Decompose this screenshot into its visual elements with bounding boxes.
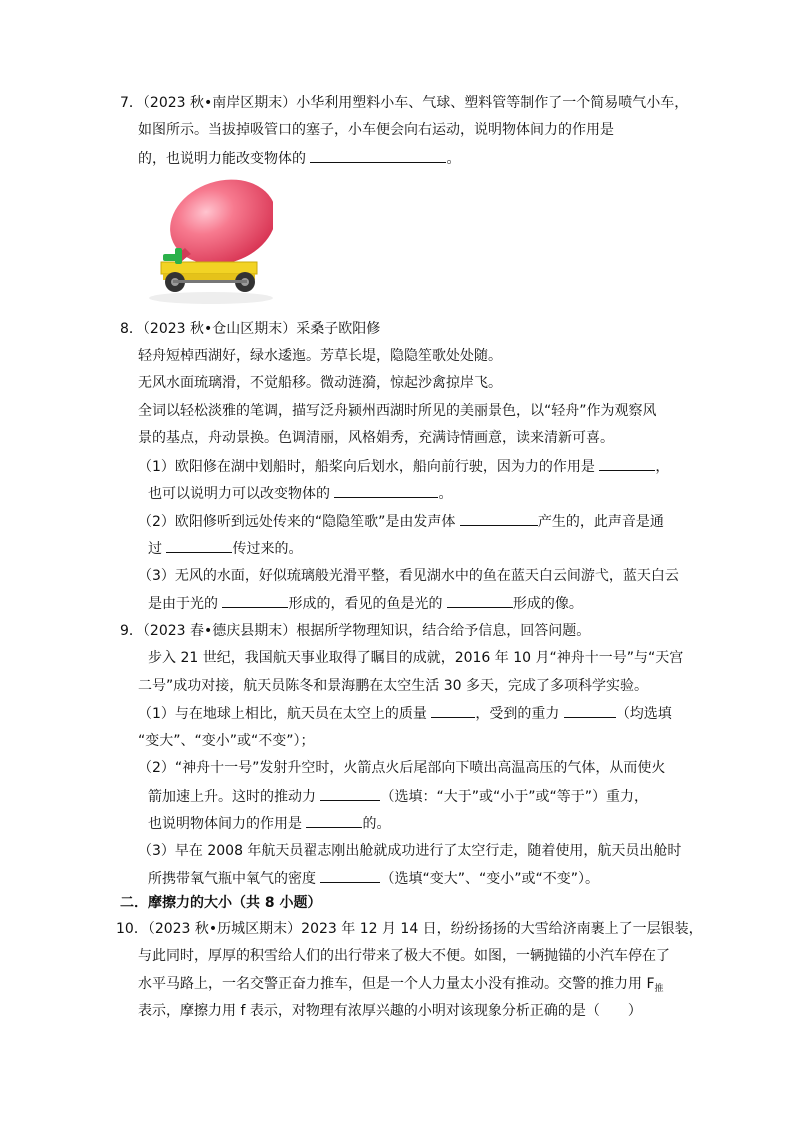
q9-sub3-line2: 所携带氧气瓶中氧气的密度 （选填“变大”、“变小”或“不变”）。 [148,868,599,889]
shadow [149,292,273,304]
q8-sub1-line1: （1）欧阳修在湖中划船时，船桨向后划水，船向前行驶，因为力的作用是 ， [138,456,669,477]
q7-line1: 7．（2023 秋•南岸区期末）小华利用塑料小车、气球、塑料管等制作了一个简易喷气小车， [120,95,689,111]
q8-sub2-line1: （2）欧阳修听到远处传来的“隐隐笙歌”是由发声体 产生的，此声音是通 [138,511,664,532]
q7-line2: 如图所示。当拔掉吸管口的塞子，小车便会向右运动，说明物体间力的作用是 [138,122,614,138]
q9-title: 9．（2023 春•德庆县期末）根据所学物理知识，结合给予信息，回答问题。 [120,623,591,639]
q9-sub3-line1: （3）早在 2008 年航天员翟志刚出舱就成功进行了太空行走，随着使用，航天员出舱时 [138,843,682,859]
q8-poem2: 无风水面琉璃滑，不觉船移。微动涟漪，惊起沙禽掠岸飞。 [138,375,502,391]
q8-blank-6[interactable] [447,593,513,608]
q9-sub2-line3: 也说明物体间力的作用是 的。 [148,813,390,834]
q10-number: 10． [116,921,148,937]
q8-blank-1[interactable] [599,456,655,471]
q9-blank-4[interactable] [306,813,362,828]
q8-blank-4[interactable] [166,538,232,553]
q8-sub3-line2: 是由于光的 形成的，看见的鱼是光的 形成的像。 [148,593,583,614]
balloon-car-illustration [141,178,273,308]
q9-sub1-line2: “变大”、“变小”或“不变”）； [138,733,315,749]
q9-blank-1[interactable] [431,703,475,718]
q9-sub2-line2: 箭加速上升。这时的推动力 （选填：“大于”或“小于”或“等于”）重力， [148,786,648,807]
q9-blank-3[interactable] [320,786,380,801]
q7-number: 7． [120,95,143,111]
q9-number: 9． [120,623,143,639]
q8-blank-3[interactable] [460,511,538,526]
q8-title: 8．（2023 秋•仓山区期末）采桑子欧阳修 [120,321,381,337]
q8-blank-5[interactable] [222,593,288,608]
q8-blank-2[interactable] [334,483,438,498]
q9-intro1: 步入 21 世纪，我国航天事业取得了瞩目的成就，2016 年 10 月“神舟十一号”与“天宫 [148,650,684,666]
q10-line3: 水平马路上，一名交警正奋力推车，但是一个人力量太小没有推动。交警的推力用 $F_推$ [138,976,664,994]
q8-sub3-line1: （3）无风的水面，好似琉璃般光滑平整，看见湖水中的鱼在蓝天白云间游弋，蓝天白云 [138,568,679,584]
q8-desc1: 全词以轻松淡雅的笔调，描写泛舟颍州西湖时所见的美丽景色，以“轻舟”作为观察风 [138,403,657,419]
q7-line3: 的，也说明力能改变物体的 。 [138,148,460,169]
q10-line1: 10．（2023 秋•历城区期末）2023 年 12 月 14 日，纷纷扬扬的大雪给济南裹上了一层银装， [116,921,703,937]
q9-sub2-line1: （2）“神舟十一号”发射升空时，火箭点火后尾部向下喷出高温高压的气体，从而使火 [138,760,666,776]
q10-line4: 表示，摩擦力用 f 表示，对物理有浓厚兴趣的小明对该现象分析正确的是（ ） [138,1003,642,1019]
q7-answer-blank[interactable] [310,148,446,163]
q9-intro2: 二号”成功对接，航天员陈冬和景海鹏在太空生活 30 多天，完成了多项科学实验。 [138,678,648,694]
q10-subscript: 推 [654,984,664,994]
q8-sub2-line2: 过 传过来的。 [148,538,302,559]
q8-sub1-line2: 也可以说明力可以改变物体的 。 [148,483,452,504]
section-heading: 二．摩擦力的大小（共 8 小题） [120,895,322,911]
q9-blank-5[interactable] [320,868,380,883]
q8-number: 8． [120,321,143,337]
q9-sub1-line1: （1）与在地球上相比，航天员在太空上的质量 ，受到的重力 （均选填 [138,703,672,724]
q8-poem1: 轻舟短棹西湖好，绿水逶迤。芳草长堤，隐隐笙歌处处随。 [138,348,502,364]
q8-desc2: 景的基点，舟动景换。色调清丽，风格娟秀，充满诗情画意，读来清新可喜。 [138,430,614,446]
q9-blank-2[interactable] [564,703,616,718]
q10-line2: 与此同时，厚厚的积雪给人们的出行带来了极大不便。如图，一辆抛锚的小汽车停在了 [138,948,670,964]
